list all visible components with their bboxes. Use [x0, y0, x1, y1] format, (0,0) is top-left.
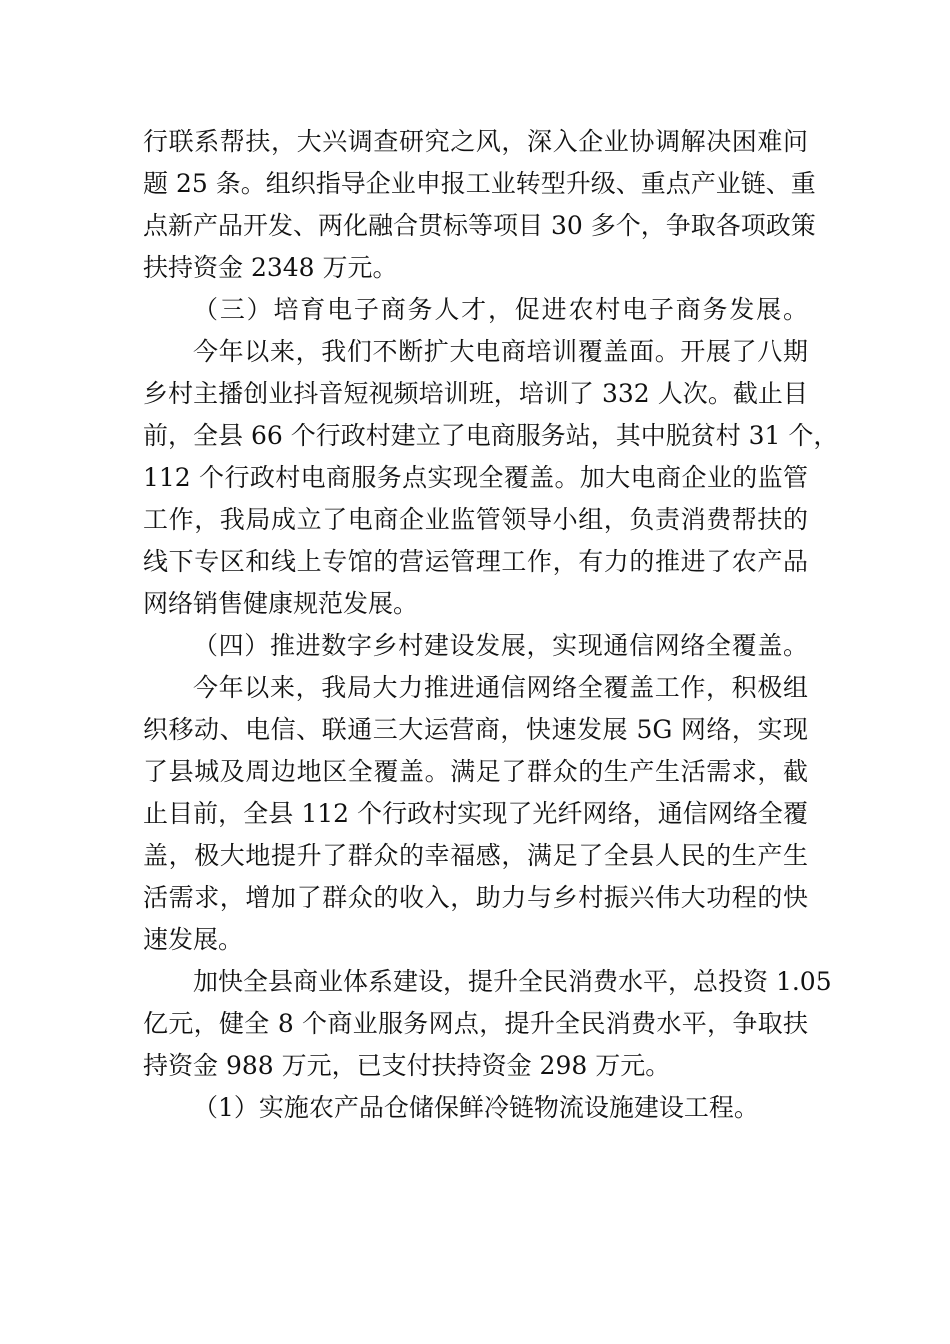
- section-heading: （四）推进数字乡村建设发展，实现通信网络全覆盖。: [193, 631, 808, 660]
- text-line: 了县城及周边地区全覆盖。满足了群众的生产生活需求，截: [143, 757, 808, 786]
- text-line: 加快全县商业体系建设，提升全民消费水平，总投资 1.05: [193, 967, 832, 996]
- text-line: 亿元，健全 8 个商业服务网点，提升全民消费水平，争取扶: [143, 1009, 808, 1038]
- text-line: 盖，极大地提升了群众的幸福感，满足了全县人民的生产生: [143, 841, 808, 870]
- section-heading: （三）培育电子商务人才，促进农村电子商务发展。: [193, 295, 808, 324]
- text-line: 网络销售健康规范发展。: [143, 589, 419, 618]
- text-line: 扶持资金 2348 万元。: [143, 253, 398, 282]
- text-line: 今年以来，我局大力推进通信网络全覆盖工作，积极组: [193, 673, 808, 702]
- text-line: 活需求，增加了群众的收入，助力与乡村振兴伟大功程的快: [143, 883, 808, 912]
- text-line: 持资金 988 万元，已支付扶持资金 298 万元。: [143, 1051, 671, 1080]
- text-line: 速发展。: [143, 925, 244, 954]
- text-line: 止目前，全县 112 个行政村实现了光纤网络，通信网络全覆: [143, 799, 808, 828]
- text-line: 织移动、电信、联通三大运营商，快速发展 5G 网络，实现: [143, 715, 808, 744]
- text-line: 行联系帮扶，大兴调查研究之风，深入企业协调解决困难问: [143, 127, 808, 156]
- text-line: 点新产品开发、两化融合贯标等项目 30 多个，争取各项政策: [143, 211, 816, 240]
- text-line: 乡村主播创业抖音短视频培训班，培训了 332 人次。截止目: [143, 379, 808, 408]
- text-line: 前，全县 66 个行政村建立了电商服务站，其中脱贫村 31 个，: [143, 421, 839, 450]
- text-line: 线下专区和线上专馆的营运管理工作，有力的推进了农产品: [143, 547, 808, 576]
- text-line: 今年以来，我们不断扩大电商培训覆盖面。开展了八期: [193, 337, 808, 366]
- text-line: 题 25 条。组织指导企业申报工业转型升级、重点产业链、重: [143, 169, 816, 198]
- text-line: 工作，我局成立了电商企业监管领导小组，负责消费帮扶的: [143, 505, 808, 534]
- text-line: 112 个行政村电商服务点实现全覆盖。加大电商企业的监管: [143, 463, 808, 492]
- section-heading: （1）实施农产品仓储保鲜冷链物流设施建设工程。: [193, 1093, 759, 1122]
